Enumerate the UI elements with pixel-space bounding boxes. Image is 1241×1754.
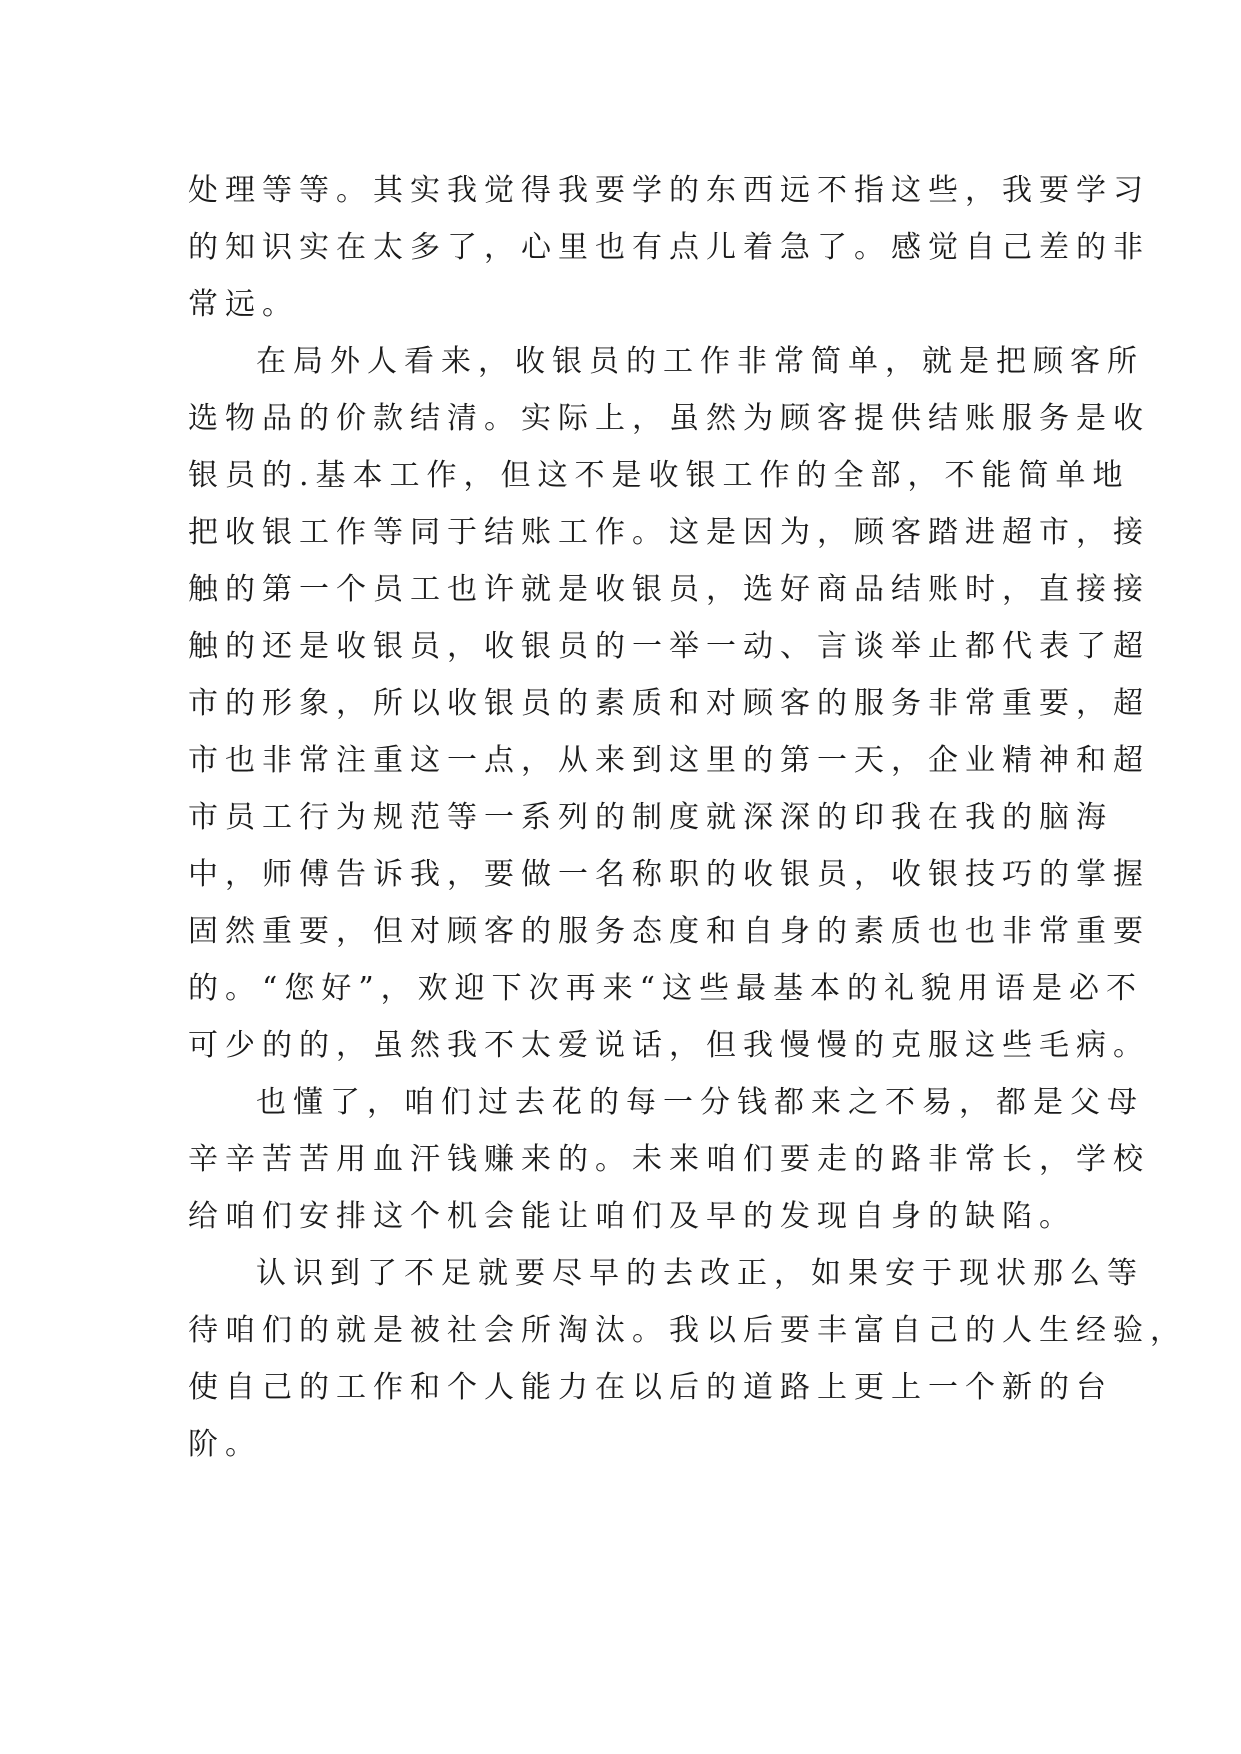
paragraph-line: 常远。 (188, 287, 299, 322)
paragraph-line: 把收银工作等同于结账工作。这是因为，顾客踏进超市，接 (188, 515, 1150, 550)
paragraph-line: 固然重要，但对顾客的服务态度和自身的素质也也非常重要 (188, 914, 1150, 949)
paragraph-line: 给咱们安排这个机会能让咱们及早的发现自身的缺陷。 (188, 1199, 1076, 1234)
paragraph-line: 市的形象，所以收银员的素质和对顾客的服务非常重要，超 (188, 686, 1150, 721)
paragraph-2 (188, 333, 1150, 1074)
paragraph-4 (188, 1245, 1187, 1473)
paragraph-line: 市员工行为规范等一系列的制度就深深的印我在我的脑海 (188, 800, 1113, 835)
paragraph-line: 使自己的工作和个人能力在以后的道路上更上一个新的台 (188, 1370, 1113, 1405)
paragraph-1 (188, 162, 1150, 333)
paragraph-line: 的。“您好”，欢迎下次再来“这些最基本的礼貌用语是必不 (188, 971, 1144, 1006)
paragraph-line: 触的还是收银员，收银员的一举一动、言谈举止都代表了超 (188, 629, 1150, 664)
paragraph-line: 可少的的，虽然我不太爱说话，但我慢慢的克服这些毛病。 (188, 1028, 1150, 1063)
paragraph-line: 辛辛苦苦用血汗钱赚来的。未来咱们要走的路非常长，学校 (188, 1142, 1150, 1177)
paragraph-line: 阶。 (188, 1427, 262, 1462)
paragraph-line: 选物品的价款结清。实际上，虽然为顾客提供结账服务是收 (188, 401, 1150, 436)
paragraph-line: 银员的.基本工作，但这不是收银工作的全部，不能简单地 (188, 458, 1130, 493)
paragraph-line: 在局外人看来，收银员的工作非常简单，就是把顾客所 (256, 344, 1144, 379)
paragraph-line: 待咱们的就是被社会所淘汰。我以后要丰富自己的人生经验， (188, 1313, 1187, 1348)
paragraph-line: 市也非常注重这一点，从来到这里的第一天，企业精神和超 (188, 743, 1150, 778)
paragraph-line: 触的第一个员工也许就是收银员，选好商品结账时，直接接 (188, 572, 1150, 607)
paragraph-3 (188, 1074, 1150, 1245)
paragraph-line: 也懂了，咱们过去花的每一分钱都来之不易，都是父母 (256, 1085, 1144, 1120)
document-body (188, 162, 1187, 1473)
paragraph-line: 的知识实在太多了，心里也有点儿着急了。感觉自己差的非 (188, 230, 1150, 265)
paragraph-line: 处理等等。其实我觉得我要学的东西远不指这些，我要学习 (188, 173, 1150, 208)
paragraph-line: 认识到了不足就要尽早的去改正，如果安于现状那么等 (256, 1256, 1144, 1291)
paragraph-line: 中，师傅告诉我，要做一名称职的收银员，收银技巧的掌握 (188, 857, 1150, 892)
